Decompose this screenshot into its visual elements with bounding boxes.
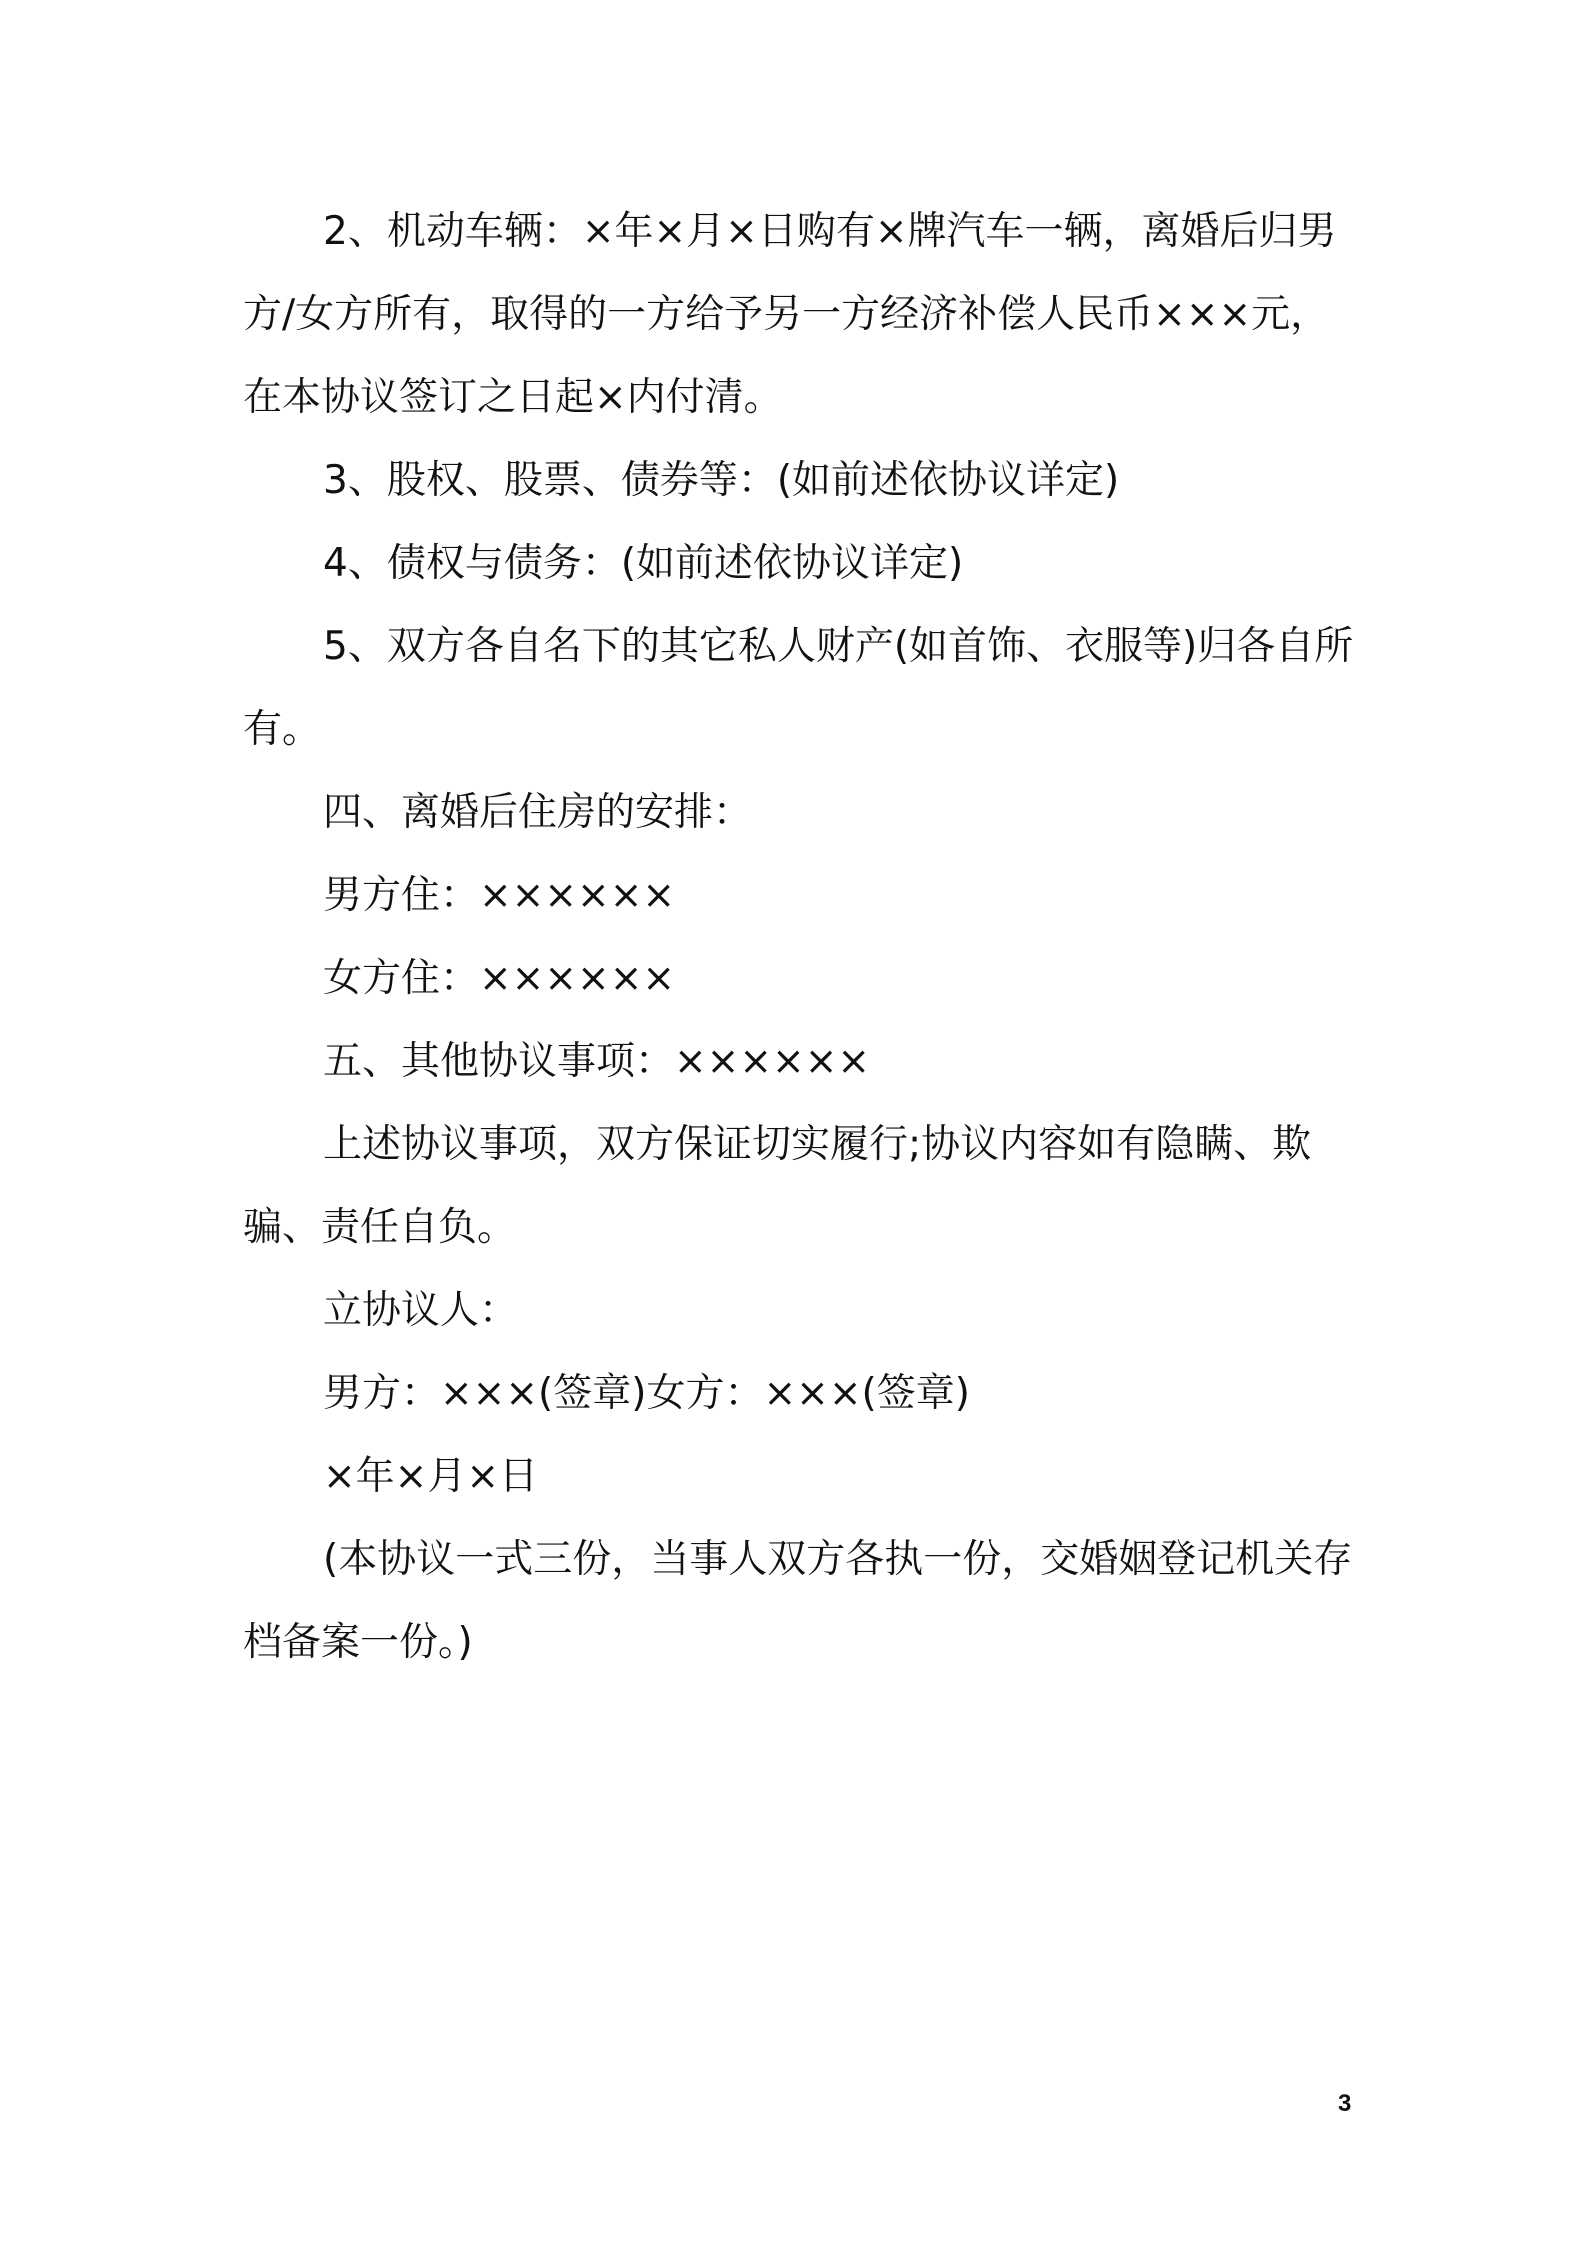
paragraph-vehicle: 2、机动车辆：×年×月×日购有×牌汽车一辆，离婚后归男方/女方所有，取得的一方给予另一方经济补偿人民币×××元，在本协议签订之日起×内付清。 [243, 209, 1337, 420]
paragraph-male-residence: 男方住：×××××× [323, 873, 676, 918]
paragraph-copies-note: (本协议一式三份，当事人双方各执一份，交婚姻登记机关存档备案一份。) [243, 1537, 1353, 1665]
paragraph-female-residence: 女方住：×××××× [323, 956, 676, 1001]
paragraph-equity: 3、股权、股票、债券等：(如前述依协议详定) [323, 458, 1120, 503]
section-heading-housing: 四、离婚后住房的安排： [323, 790, 753, 835]
section-heading-other-matters: 五、其他协议事项：×××××× [323, 1039, 871, 1084]
signatories-label: 立协议人： [323, 1288, 519, 1333]
date-line: ×年×月×日 [323, 1454, 539, 1499]
paragraph-debts: 4、债权与债务：(如前述依协议详定) [323, 541, 964, 586]
signature-line: 男方：×××(签章)女方：×××(签章) [323, 1371, 970, 1416]
paragraph-private-property: 5、双方各自名下的其它私人财产(如首饰、衣服等)归各自所有。 [243, 624, 1354, 752]
document-body [243, 190, 1363, 1684]
paragraph-guarantee: 上述协议事项，双方保证切实履行;协议内容如有隐瞒、欺骗、责任自负。 [243, 1122, 1312, 1250]
page-number: 3 [1338, 2090, 1352, 2117]
